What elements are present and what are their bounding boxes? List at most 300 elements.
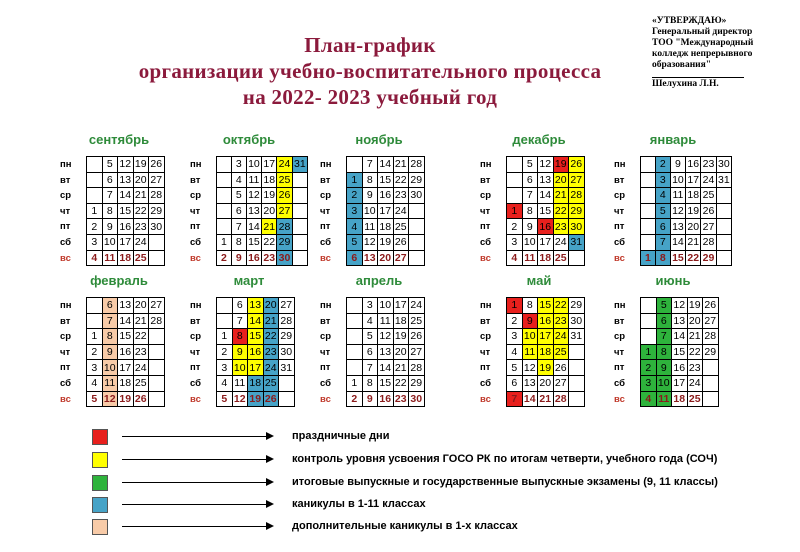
day-cell: 5 bbox=[362, 329, 378, 345]
day-cell bbox=[217, 298, 233, 314]
month-name: октябрь bbox=[222, 132, 276, 147]
week-row bbox=[347, 298, 425, 314]
week-row bbox=[507, 344, 585, 360]
weekday-label: ср bbox=[614, 331, 626, 343]
day-cell: 1 bbox=[87, 203, 103, 219]
day-cell: 30 bbox=[570, 314, 583, 327]
day-cell: 7 bbox=[655, 234, 670, 250]
title-line-2: организации учебно-воспитательного процесса bbox=[138, 59, 602, 83]
day-cell: 12 bbox=[119, 158, 132, 171]
day-cell: 10 bbox=[103, 236, 116, 249]
weekday-label: чт bbox=[60, 346, 71, 358]
title-line-1: План-график bbox=[304, 33, 436, 57]
day-cell: 8 bbox=[231, 234, 246, 250]
day-cell: 5 bbox=[231, 188, 246, 204]
day-cell: 11 bbox=[232, 375, 248, 391]
week-row bbox=[641, 313, 719, 329]
day-cell: 22 bbox=[394, 173, 407, 186]
day-cell: 30 bbox=[278, 251, 291, 264]
day-cell: 6 bbox=[655, 219, 670, 235]
day-cell: 3 bbox=[507, 329, 523, 345]
day-cell: 17 bbox=[119, 361, 132, 374]
day-cell: 17 bbox=[687, 173, 700, 186]
week-row bbox=[507, 298, 585, 314]
day-cell bbox=[217, 188, 232, 204]
day-cell: 8 bbox=[232, 329, 248, 345]
day-cell: 25 bbox=[554, 346, 567, 359]
day-cell bbox=[217, 157, 232, 173]
day-cell bbox=[347, 313, 363, 329]
week-row bbox=[347, 329, 425, 345]
day-cell: 9 bbox=[362, 188, 378, 204]
day-cell: 1 bbox=[507, 298, 523, 314]
day-cell: 27 bbox=[702, 220, 715, 233]
day-cell: 4 bbox=[507, 344, 523, 360]
week-row bbox=[347, 188, 425, 204]
day-cell: 2 bbox=[347, 188, 363, 204]
day-cell bbox=[87, 172, 103, 188]
day-cell: 20 bbox=[687, 220, 700, 233]
day-cell: 24 bbox=[134, 236, 147, 249]
day-cell: 3 bbox=[362, 298, 378, 314]
month-name: май bbox=[526, 273, 552, 288]
legend-label: дополнительные каникулы в 1-х классах bbox=[292, 520, 518, 532]
weekday-labels bbox=[190, 157, 206, 266]
week-row bbox=[87, 375, 165, 391]
weekday-labels bbox=[320, 157, 336, 266]
week-row bbox=[641, 172, 732, 188]
day-cell: 15 bbox=[248, 236, 260, 249]
day-cell: 24 bbox=[554, 330, 567, 343]
weekday-label: вс bbox=[60, 393, 71, 405]
day-cell: 3 bbox=[641, 375, 657, 391]
day-cell: 23 bbox=[688, 361, 701, 374]
weekday-label: сб bbox=[614, 377, 626, 389]
day-cell: 14 bbox=[119, 314, 132, 327]
day-cell: 5 bbox=[217, 391, 233, 407]
day-cell bbox=[507, 188, 523, 204]
day-cell: 1 bbox=[347, 375, 363, 391]
day-cell: 2 bbox=[507, 219, 523, 235]
day-cell: 8 bbox=[102, 329, 118, 345]
day-cell: 17 bbox=[539, 330, 552, 343]
day-cell: 9 bbox=[362, 391, 378, 407]
day-cell: 5 bbox=[347, 234, 363, 250]
signature: Шелухина Л.Н. bbox=[652, 77, 744, 90]
day-cell: 29 bbox=[278, 236, 291, 249]
day-cell bbox=[641, 188, 656, 204]
day-cell: 16 bbox=[379, 392, 392, 405]
weekday-label: вс bbox=[320, 393, 331, 405]
week-row bbox=[217, 298, 295, 314]
day-cell: 14 bbox=[523, 392, 536, 405]
day-cell: 19 bbox=[554, 158, 567, 171]
day-cell: 5 bbox=[656, 298, 672, 314]
week-row bbox=[87, 329, 165, 345]
day-cell: 28 bbox=[278, 220, 291, 233]
day-cell: 18 bbox=[687, 189, 700, 202]
day-cell: 19 bbox=[379, 236, 392, 249]
day-cell: 21 bbox=[264, 314, 277, 327]
weekday-label: чт bbox=[60, 205, 71, 217]
day-cell: 16 bbox=[248, 251, 260, 264]
day-cell: 24 bbox=[554, 236, 567, 249]
arrow-right-icon bbox=[122, 504, 272, 505]
day-cell: 30 bbox=[570, 220, 583, 233]
day-cell: 28 bbox=[280, 314, 293, 327]
day-cell: 3 bbox=[507, 234, 523, 250]
day-cell: 8 bbox=[362, 172, 378, 188]
weekday-label: чт bbox=[480, 346, 491, 358]
day-cell: 21 bbox=[688, 330, 701, 343]
arrow-right-icon bbox=[122, 482, 272, 483]
day-cell bbox=[292, 172, 307, 188]
day-cell: 6 bbox=[362, 344, 378, 360]
legend-swatch bbox=[92, 452, 108, 468]
weekday-label: ср bbox=[614, 190, 626, 202]
day-cell: 11 bbox=[102, 375, 118, 391]
day-cell: 20 bbox=[688, 314, 701, 327]
day-cell: 24 bbox=[410, 299, 423, 312]
day-cell: 4 bbox=[362, 313, 378, 329]
week-row bbox=[347, 157, 425, 173]
approval-line: образования" bbox=[652, 60, 712, 70]
weekday-label: сб bbox=[190, 377, 202, 389]
day-cell: 16 bbox=[673, 361, 686, 374]
weekday-label: сб bbox=[190, 236, 202, 248]
day-cell: 26 bbox=[278, 189, 291, 202]
day-cell: 3 bbox=[87, 234, 103, 250]
week-row bbox=[347, 375, 425, 391]
day-cell: 19 bbox=[539, 361, 552, 374]
day-cell: 23 bbox=[394, 189, 407, 202]
day-cell: 20 bbox=[379, 251, 392, 264]
day-cell: 30 bbox=[280, 346, 293, 359]
day-cell: 12 bbox=[672, 205, 684, 218]
day-cell bbox=[409, 203, 425, 219]
arrow-right-icon bbox=[122, 526, 272, 527]
day-cell bbox=[507, 172, 523, 188]
day-cell: 29 bbox=[702, 251, 715, 264]
day-cell bbox=[569, 360, 585, 376]
day-cell: 22 bbox=[263, 236, 276, 249]
day-cell: 12 bbox=[363, 236, 376, 249]
day-cell: 24 bbox=[134, 361, 147, 374]
day-cell: 7 bbox=[656, 329, 672, 345]
day-cell: 15 bbox=[379, 173, 392, 186]
day-cell: 30 bbox=[717, 158, 730, 171]
week-row bbox=[87, 250, 165, 266]
day-cell: 25 bbox=[278, 173, 291, 186]
day-cell: 21 bbox=[539, 392, 552, 405]
day-cell bbox=[149, 250, 165, 266]
day-cell: 1 bbox=[507, 203, 523, 219]
day-cell: 22 bbox=[394, 377, 407, 390]
month-table bbox=[86, 156, 165, 266]
week-row bbox=[507, 360, 585, 376]
day-cell: 19 bbox=[119, 392, 132, 405]
week-row bbox=[87, 360, 165, 376]
day-cell: 27 bbox=[150, 173, 163, 186]
day-cell: 25 bbox=[410, 314, 423, 327]
weekday-label: сб bbox=[614, 236, 626, 248]
day-cell: 29 bbox=[570, 205, 583, 218]
day-cell: 16 bbox=[539, 220, 552, 233]
day-cell: 15 bbox=[379, 377, 392, 390]
legend-label: каникулы в 1-11 классах bbox=[292, 498, 426, 510]
day-cell: 30 bbox=[410, 189, 423, 202]
day-cell: 21 bbox=[687, 236, 700, 249]
day-cell: 29 bbox=[150, 205, 163, 218]
day-cell: 2 bbox=[217, 250, 232, 266]
weekday-label: ср bbox=[190, 331, 202, 343]
month-name: сентябрь bbox=[88, 132, 150, 147]
weekday-label: вт bbox=[60, 315, 71, 327]
weekday-label: пн bbox=[190, 159, 202, 170]
day-cell: 11 bbox=[670, 188, 685, 204]
day-cell: 25 bbox=[702, 189, 715, 202]
day-cell: 7 bbox=[231, 219, 246, 235]
day-cell: 18 bbox=[673, 392, 686, 405]
day-cell: 13 bbox=[119, 173, 132, 186]
weekday-label: пн bbox=[614, 159, 626, 170]
day-cell: 24 bbox=[264, 361, 277, 374]
day-cell: 25 bbox=[134, 251, 147, 264]
day-cell: 24 bbox=[394, 205, 407, 218]
day-cell: 12 bbox=[103, 392, 116, 405]
weekday-label: ср bbox=[320, 331, 332, 343]
month-name: декабрь bbox=[512, 132, 566, 147]
week-row bbox=[641, 219, 732, 235]
day-cell: 23 bbox=[134, 346, 147, 359]
month-table bbox=[216, 156, 308, 266]
week-row bbox=[347, 172, 425, 188]
day-cell: 17 bbox=[379, 205, 392, 218]
day-cell: 21 bbox=[394, 158, 407, 171]
day-cell: 14 bbox=[249, 314, 262, 327]
weekday-label: пт bbox=[614, 221, 625, 233]
week-row bbox=[217, 360, 295, 376]
day-cell: 3 bbox=[87, 360, 103, 376]
day-cell: 18 bbox=[539, 251, 552, 264]
day-cell bbox=[347, 360, 363, 376]
weekday-label: пн bbox=[320, 159, 332, 170]
day-cell bbox=[641, 157, 656, 173]
day-cell: 22 bbox=[687, 251, 700, 264]
week-row bbox=[87, 157, 165, 173]
title-line-3: на 2022- 2023 учебный год bbox=[242, 85, 498, 109]
month-table bbox=[216, 297, 295, 407]
day-cell: 14 bbox=[539, 189, 552, 202]
day-cell: 16 bbox=[379, 189, 392, 202]
day-cell: 29 bbox=[280, 330, 293, 343]
day-cell bbox=[347, 344, 363, 360]
day-cell: 29 bbox=[704, 346, 717, 359]
week-row bbox=[507, 203, 585, 219]
day-cell bbox=[87, 298, 103, 314]
weekday-label: чт bbox=[480, 205, 491, 217]
day-cell: 3 bbox=[231, 157, 246, 173]
day-cell: 22 bbox=[134, 205, 147, 218]
day-cell: 12 bbox=[379, 330, 392, 343]
day-cell: 5 bbox=[507, 360, 523, 376]
day-cell bbox=[279, 391, 295, 407]
weekday-label: пт bbox=[320, 221, 331, 233]
day-cell: 28 bbox=[150, 314, 163, 327]
day-cell: 30 bbox=[150, 220, 163, 233]
week-row bbox=[347, 344, 425, 360]
week-row bbox=[641, 298, 719, 314]
week-row bbox=[347, 234, 425, 250]
month-name: март bbox=[233, 273, 265, 288]
day-cell: 8 bbox=[522, 203, 538, 219]
week-row bbox=[217, 344, 295, 360]
week-row bbox=[641, 360, 719, 376]
day-cell bbox=[507, 157, 523, 173]
month-table bbox=[506, 297, 585, 407]
day-cell: 27 bbox=[570, 173, 583, 186]
week-row bbox=[641, 234, 732, 250]
weekday-labels bbox=[614, 298, 630, 407]
week-row bbox=[87, 313, 165, 329]
day-cell: 14 bbox=[673, 330, 686, 343]
day-cell: 10 bbox=[523, 236, 536, 249]
week-row bbox=[347, 203, 425, 219]
day-cell: 28 bbox=[704, 330, 717, 343]
day-cell bbox=[409, 250, 425, 266]
day-cell bbox=[409, 234, 425, 250]
day-cell: 28 bbox=[570, 189, 583, 202]
day-cell: 23 bbox=[554, 220, 567, 233]
day-cell: 13 bbox=[672, 220, 684, 233]
weekday-label: вс bbox=[190, 252, 201, 264]
day-cell: 25 bbox=[134, 377, 147, 390]
legend-label: итоговые выпускные и государственные выпускные экзамены (9, 11 классы) bbox=[292, 476, 718, 488]
weekday-label: пн bbox=[614, 300, 626, 311]
day-cell: 20 bbox=[134, 173, 147, 186]
week-row bbox=[217, 203, 308, 219]
weekday-labels bbox=[614, 157, 630, 266]
day-cell: 2 bbox=[655, 157, 670, 173]
day-cell: 16 bbox=[539, 314, 552, 327]
day-cell bbox=[87, 157, 103, 173]
day-cell bbox=[716, 188, 731, 204]
day-cell bbox=[347, 157, 363, 173]
weekday-label: вс bbox=[480, 252, 491, 264]
day-cell bbox=[569, 375, 585, 391]
day-cell: 2 bbox=[87, 344, 103, 360]
day-cell: 8 bbox=[362, 375, 378, 391]
day-cell bbox=[641, 219, 656, 235]
day-cell: 1 bbox=[87, 329, 103, 345]
weekday-labels bbox=[60, 298, 76, 407]
day-cell: 21 bbox=[554, 189, 567, 202]
day-cell: 10 bbox=[103, 361, 116, 374]
arrow-right-icon bbox=[122, 436, 272, 437]
weekday-label: вс bbox=[614, 252, 625, 264]
day-cell: 9 bbox=[102, 219, 118, 235]
day-cell: 24 bbox=[702, 173, 715, 186]
day-cell: 26 bbox=[554, 361, 567, 374]
weekday-label: сб bbox=[480, 377, 492, 389]
day-cell bbox=[279, 375, 295, 391]
legend-label: праздничные дни bbox=[292, 430, 390, 442]
weekday-label: пт bbox=[614, 362, 625, 374]
day-cell: 1 bbox=[347, 172, 363, 188]
weekday-label: пн bbox=[60, 159, 72, 170]
day-cell: 27 bbox=[554, 377, 567, 390]
day-cell: 18 bbox=[249, 377, 262, 390]
day-cell: 22 bbox=[264, 330, 277, 343]
day-cell: 18 bbox=[263, 173, 276, 186]
day-cell: 28 bbox=[702, 236, 715, 249]
week-row bbox=[87, 298, 165, 314]
week-row bbox=[217, 157, 308, 173]
day-cell: 13 bbox=[249, 299, 262, 312]
week-row bbox=[641, 375, 719, 391]
weekday-label: пт bbox=[190, 221, 201, 233]
day-cell: 12 bbox=[248, 189, 260, 202]
day-cell: 6 bbox=[347, 250, 363, 266]
day-cell: 19 bbox=[394, 330, 407, 343]
day-cell: 16 bbox=[119, 220, 132, 233]
week-row bbox=[87, 344, 165, 360]
day-cell: 15 bbox=[539, 299, 552, 312]
day-cell: 15 bbox=[672, 251, 684, 264]
day-cell: 15 bbox=[119, 205, 132, 218]
weekday-label: чт bbox=[614, 205, 625, 217]
week-row bbox=[87, 391, 165, 407]
day-cell: 11 bbox=[246, 172, 261, 188]
day-cell: 16 bbox=[249, 346, 262, 359]
weekday-labels bbox=[480, 298, 496, 407]
approval-line: Генеральный директор bbox=[652, 27, 753, 37]
day-cell: 23 bbox=[702, 158, 715, 171]
week-row bbox=[217, 391, 295, 407]
day-cell bbox=[149, 344, 165, 360]
day-cell: 4 bbox=[507, 250, 523, 266]
day-cell: 25 bbox=[688, 392, 701, 405]
weekday-label: пн bbox=[480, 159, 492, 170]
day-cell: 14 bbox=[119, 189, 132, 202]
day-cell: 15 bbox=[249, 330, 262, 343]
day-cell: 4 bbox=[87, 375, 103, 391]
day-cell bbox=[641, 329, 657, 345]
day-cell: 6 bbox=[656, 313, 672, 329]
legend-swatch bbox=[92, 519, 108, 535]
week-row bbox=[507, 375, 585, 391]
week-row bbox=[641, 203, 732, 219]
weekday-label: ср bbox=[190, 190, 202, 202]
day-cell bbox=[703, 375, 719, 391]
day-cell: 31 bbox=[280, 361, 293, 374]
day-cell: 19 bbox=[134, 158, 147, 171]
day-cell: 2 bbox=[87, 219, 103, 235]
day-cell: 13 bbox=[673, 314, 686, 327]
day-cell: 11 bbox=[102, 250, 118, 266]
day-cell: 31 bbox=[293, 158, 306, 171]
weekday-label: пт bbox=[190, 362, 201, 374]
day-cell bbox=[87, 188, 103, 204]
weekday-label: пт bbox=[60, 362, 71, 374]
day-cell: 20 bbox=[539, 377, 552, 390]
day-cell: 9 bbox=[102, 344, 118, 360]
day-cell: 18 bbox=[119, 251, 132, 264]
weekday-label: сб bbox=[480, 236, 492, 248]
day-cell: 10 bbox=[523, 330, 536, 343]
day-cell: 15 bbox=[673, 346, 686, 359]
weekday-label: вт bbox=[320, 174, 331, 186]
